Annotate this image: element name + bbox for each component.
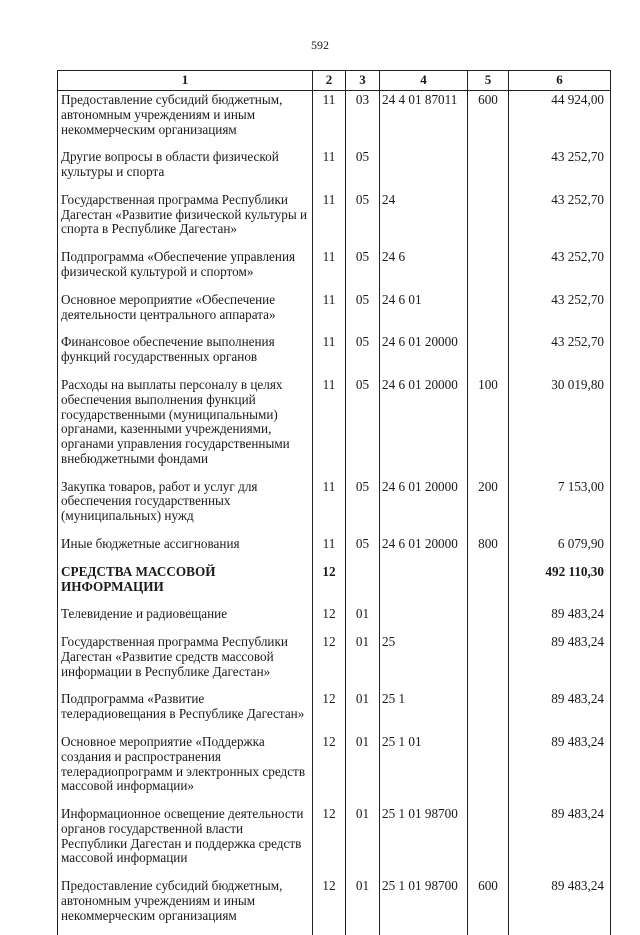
cell-subsection: 01 xyxy=(346,733,380,805)
cell-name: Иные бюджетные ассигнования xyxy=(58,535,313,563)
column-header-3: 3 xyxy=(346,71,380,91)
cell-amount: 43 252,70 xyxy=(509,333,611,376)
cell-expense-type xyxy=(468,191,509,248)
cell-amount: 43 252,70 xyxy=(509,191,611,248)
cell-subsection: 01 xyxy=(346,877,380,934)
cell-target-article: 24 6 01 20000 xyxy=(380,535,468,563)
cell-amount: 89 483,24 xyxy=(509,877,611,934)
column-header-4: 4 xyxy=(380,71,468,91)
cell-target-article: 25 xyxy=(380,633,468,690)
cell-name: СРЕДСТВА МАССОВОЙ ИНФОРМАЦИИ xyxy=(58,563,313,606)
cell-subsection: 01 xyxy=(346,633,380,690)
cell-target-article: 24 6 01 20000 xyxy=(380,333,468,376)
cell-section: 12 xyxy=(313,605,346,633)
cell-section: 11 xyxy=(313,333,346,376)
cell-amount: 44 924,00 xyxy=(509,91,611,149)
cell-subsection: 05 xyxy=(346,291,380,334)
cell-target-article: 24 6 01 xyxy=(380,291,468,334)
cell-section: 11 xyxy=(313,91,346,149)
cell-target-article: 24 xyxy=(380,191,468,248)
table-row xyxy=(58,605,611,633)
cell-amount: 43 252,70 xyxy=(509,148,611,191)
cell-expense-type xyxy=(468,333,509,376)
cell-name: Государственная программа Республики Дагестан «Развитие средств массовой информации в Республике Дагестан» xyxy=(58,633,313,690)
cell-target-article: 25 1 xyxy=(380,690,468,733)
cell-amount: 30 019,80 xyxy=(509,376,611,478)
cell-target-article: 25 1 01 98700 xyxy=(380,877,468,934)
cell-amount: 6 079,90 xyxy=(509,535,611,563)
cell-subsection: 03 xyxy=(346,91,380,149)
cell-amount: 89 483,24 xyxy=(509,805,611,877)
column-header-5: 5 xyxy=(468,71,509,91)
cell-target-article: 24 6 01 20000 xyxy=(380,376,468,478)
cell-subsection xyxy=(346,563,380,606)
cell-amount: 89 483,24 xyxy=(509,733,611,805)
cell-expense-type xyxy=(468,805,509,877)
table-row xyxy=(58,690,611,733)
cell-section: 12 xyxy=(313,805,346,877)
cell-expense-type xyxy=(468,563,509,606)
cell-expense-type: 800 xyxy=(468,535,509,563)
cell-expense-type: 600 xyxy=(468,91,509,149)
cell-amount: 43 252,70 xyxy=(509,248,611,291)
cell-section: 11 xyxy=(313,291,346,334)
budget-table xyxy=(57,70,611,935)
table-row xyxy=(58,478,611,535)
table-row xyxy=(58,248,611,291)
cell-subsection: 01 xyxy=(346,805,380,877)
cell-amount: 43 252,70 xyxy=(509,291,611,334)
cell-target-article xyxy=(380,148,468,191)
cell-subsection: 05 xyxy=(346,333,380,376)
cell-target-article xyxy=(380,605,468,633)
cell-section: 12 xyxy=(313,633,346,690)
table-row xyxy=(58,333,611,376)
cell-section: 11 xyxy=(313,191,346,248)
cell-subsection: 01 xyxy=(346,605,380,633)
cell-expense-type xyxy=(468,148,509,191)
cell-subsection: 01 xyxy=(346,690,380,733)
cell-expense-type xyxy=(468,291,509,334)
cell-target-article: 25 1 01 98700 xyxy=(380,805,468,877)
table-row xyxy=(58,633,611,690)
cell-target-article: 24 6 01 20000 xyxy=(380,478,468,535)
cell-subsection: 05 xyxy=(346,248,380,291)
table-row xyxy=(58,805,611,877)
cell-expense-type: 600 xyxy=(468,877,509,934)
cell-target-article xyxy=(380,563,468,606)
cell-section: 11 xyxy=(313,478,346,535)
cell-expense-type xyxy=(468,605,509,633)
cell-expense-type: 200 xyxy=(468,478,509,535)
table-row xyxy=(58,91,611,149)
cell-name: Финансовое обеспечение выполнения функций государственных органов xyxy=(58,333,313,376)
cell-section: 11 xyxy=(313,376,346,478)
cell-name: Информационное освещение деятельности органов государственной власти Республики Дагестан и поддержка средств массовой информации xyxy=(58,805,313,877)
cell-name: Подпрограмма «Развитие телерадиовещания в Республике Дагестан» xyxy=(58,690,313,733)
cell-target-article: 24 4 01 87011 xyxy=(380,91,468,149)
cell-section: 11 xyxy=(313,148,346,191)
cell-subsection: 05 xyxy=(346,478,380,535)
cell-amount: 89 483,24 xyxy=(509,690,611,733)
cell-expense-type xyxy=(468,690,509,733)
cell-section: 11 xyxy=(313,535,346,563)
cell-expense-type xyxy=(468,248,509,291)
table-row xyxy=(58,535,611,563)
cell-subsection: 05 xyxy=(346,148,380,191)
table-row xyxy=(58,148,611,191)
cell-subsection: 05 xyxy=(346,376,380,478)
cell-subsection: 05 xyxy=(346,535,380,563)
cell-section: 12 xyxy=(313,877,346,934)
cell-name: Основное мероприятие «Обеспечение деятельности центрального аппарата» xyxy=(58,291,313,334)
table-row xyxy=(58,877,611,934)
cell-name: Телевидение и радиовещание xyxy=(58,605,313,633)
cell-name: Расходы на выплаты персоналу в целях обеспечения выполнения функций государственными (муниципальными) органами, казенными учреждениями, органами управления государственными внебюджетными фондами xyxy=(58,376,313,478)
cell-amount: 7 153,00 xyxy=(509,478,611,535)
cell-name: Закупка товаров, работ и услуг для обеспечения государственных (муниципальных) нужд xyxy=(58,478,313,535)
cell-name: Предоставление субсидий бюджетным, автономным учреждениям и иным некоммерческим организациям xyxy=(58,91,313,149)
cell-name: Государственная программа Республики Дагестан «Развитие физической культуры и спорта в Республике Дагестан» xyxy=(58,191,313,248)
column-header-2: 2 xyxy=(313,71,346,91)
table-row xyxy=(58,563,611,606)
cell-section: 12 xyxy=(313,690,346,733)
table-row xyxy=(58,291,611,334)
cell-amount: 89 483,24 xyxy=(509,605,611,633)
cell-subsection: 05 xyxy=(346,191,380,248)
cell-expense-type: 100 xyxy=(468,376,509,478)
cell-target-article: 24 6 xyxy=(380,248,468,291)
table-row xyxy=(58,376,611,478)
cell-target-article: 25 1 01 xyxy=(380,733,468,805)
table-row xyxy=(58,191,611,248)
cell-name: Другие вопросы в области физической культуры и спорта xyxy=(58,148,313,191)
cell-amount: 492 110,30 xyxy=(509,563,611,606)
table-body xyxy=(58,91,611,935)
cell-section: 12 xyxy=(313,563,346,606)
cell-name: Основное мероприятие «Поддержка создания и распространения телерадиопрограмм и электронных средств массовой информации» xyxy=(58,733,313,805)
table-row xyxy=(58,733,611,805)
cell-section: 12 xyxy=(313,733,346,805)
cell-section: 11 xyxy=(313,248,346,291)
cell-name: Подпрограмма «Обеспечение управления физической культурой и спортом» xyxy=(58,248,313,291)
cell-amount: 89 483,24 xyxy=(509,633,611,690)
cell-expense-type xyxy=(468,633,509,690)
table-header-row xyxy=(58,71,611,91)
page-number: 592 xyxy=(311,38,329,52)
column-header-1: 1 xyxy=(58,71,313,91)
column-header-6: 6 xyxy=(509,71,611,91)
cell-expense-type xyxy=(468,733,509,805)
cell-name: Предоставление субсидий бюджетным, автономным учреждениям и иным некоммерческим организациям xyxy=(58,877,313,934)
